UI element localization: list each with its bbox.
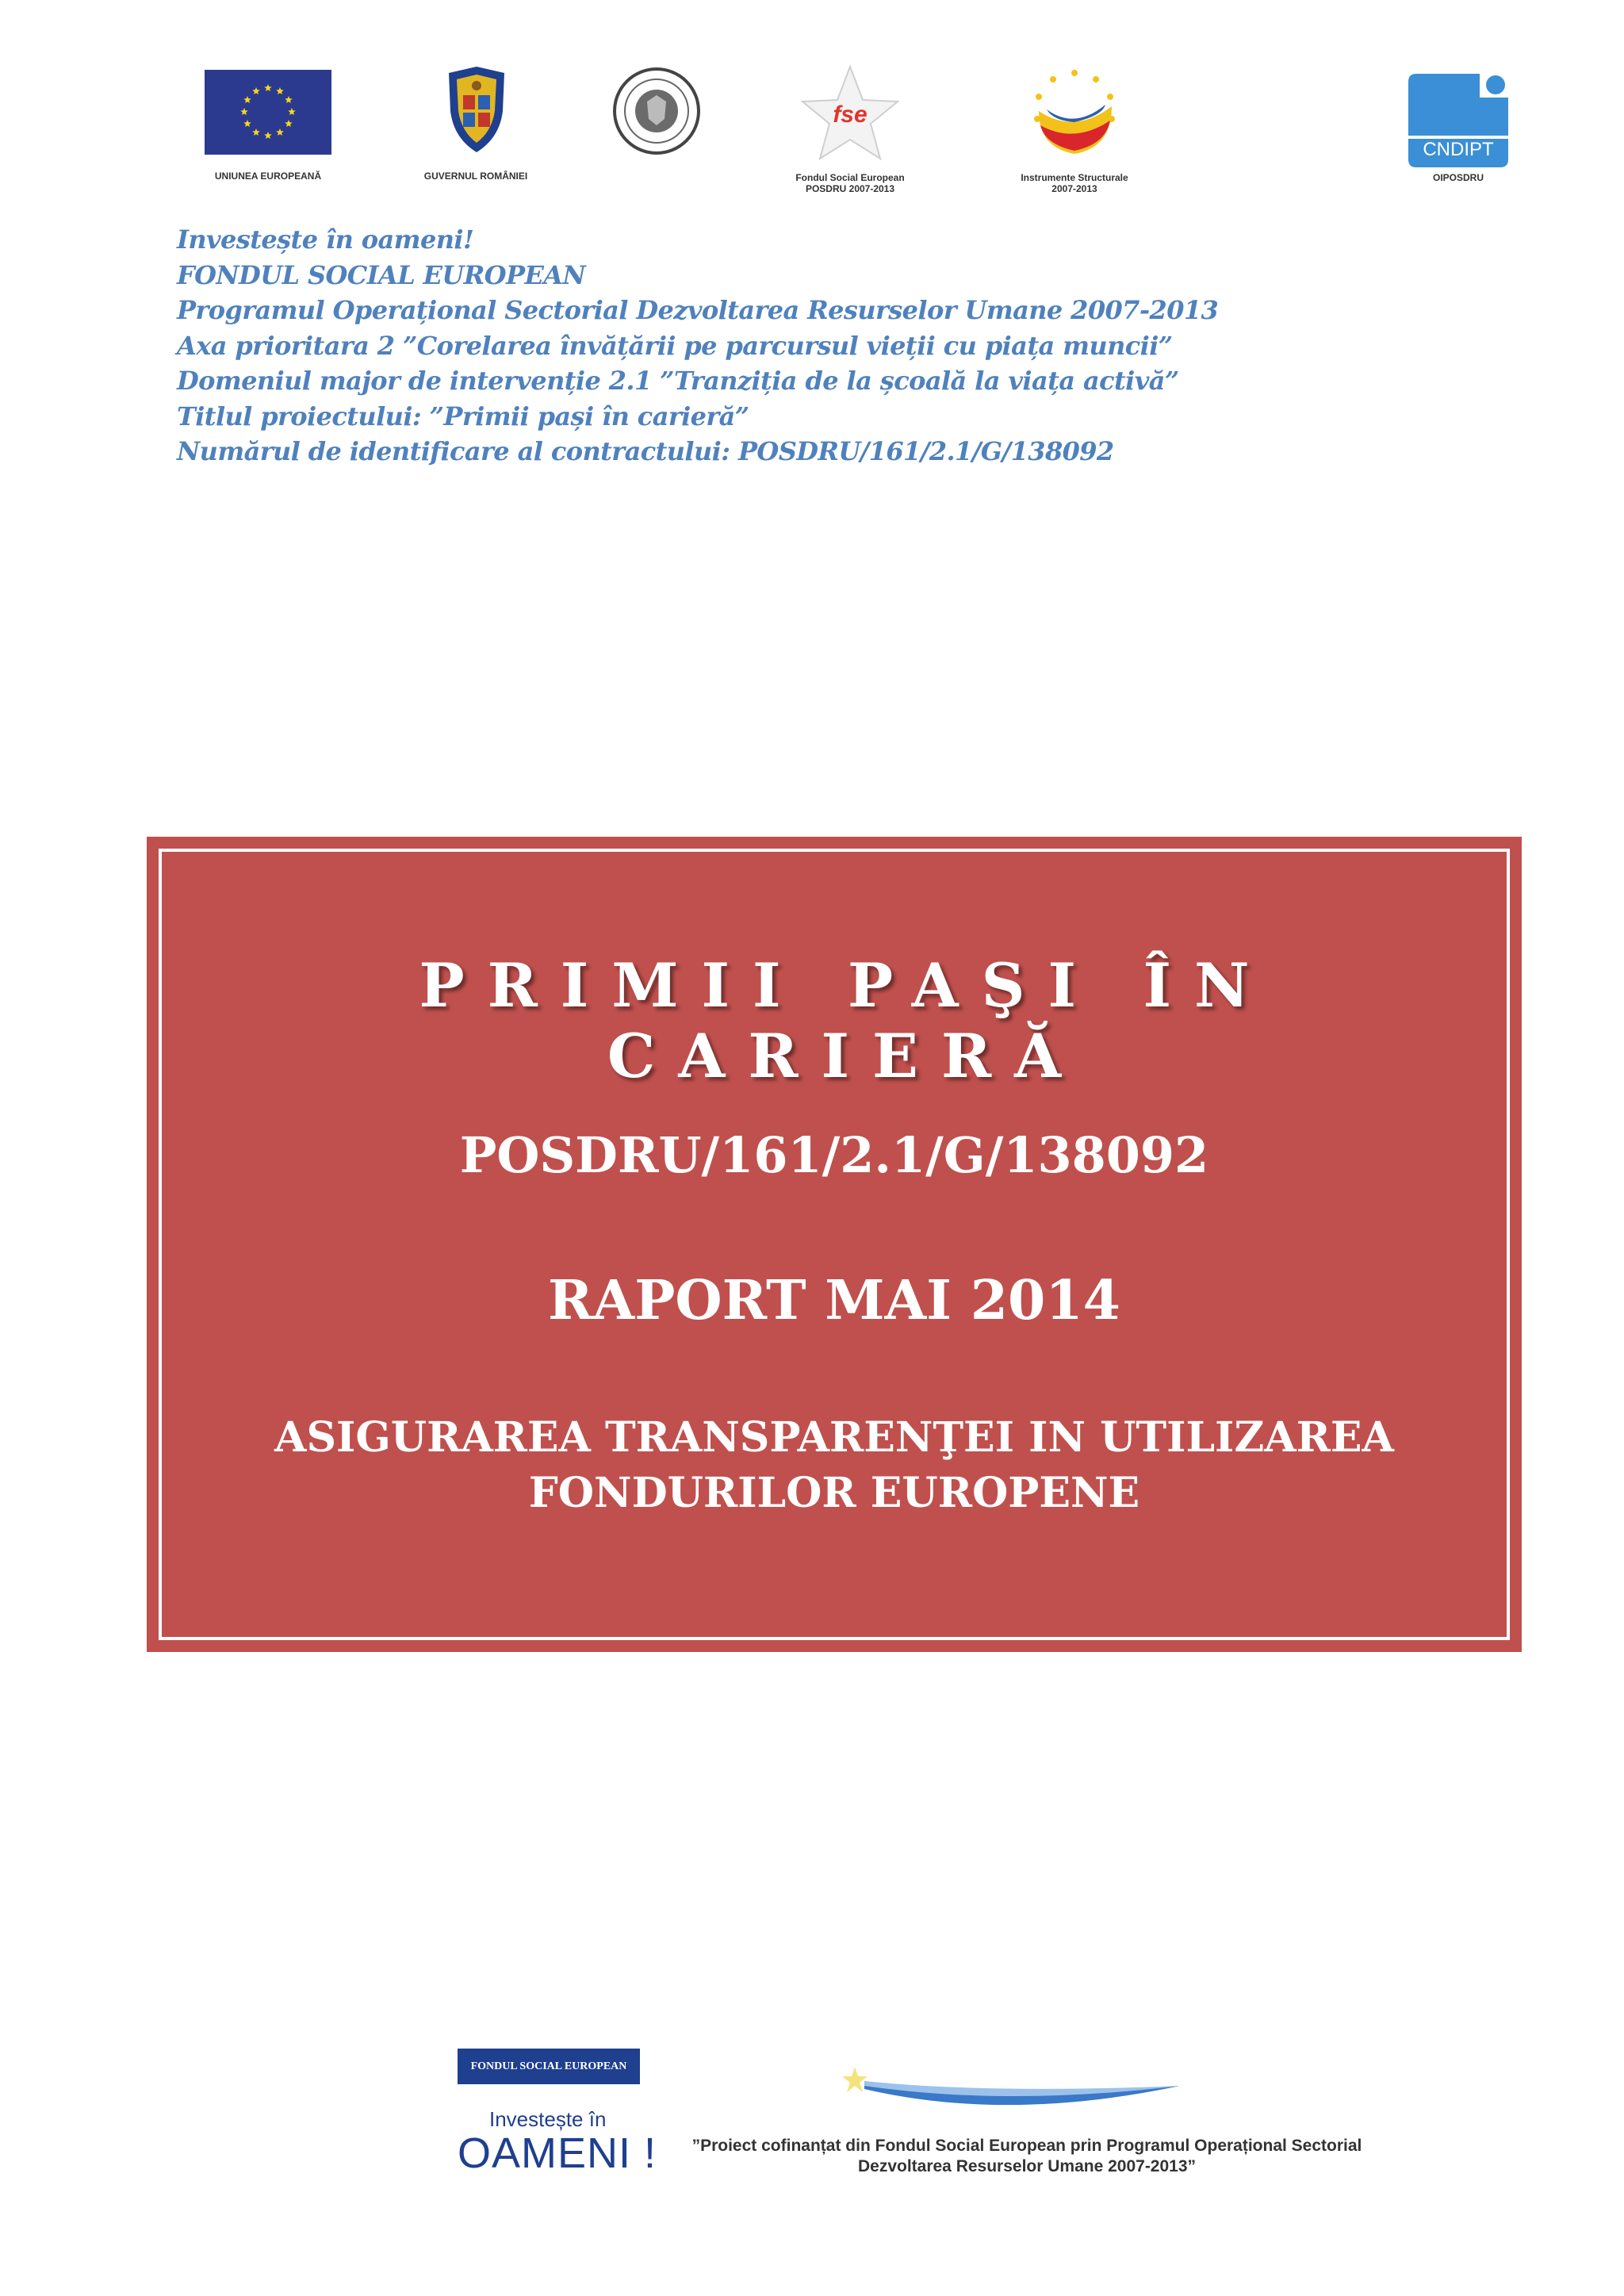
cndipt-caption: OIPOSDRU xyxy=(1432,172,1484,183)
intervention-domain: Domeniul major de intervenție 2.1 ”Tranziția de la școală la viața activă” xyxy=(177,366,1179,396)
swoosh-icon xyxy=(833,2062,1182,2118)
report-title: PRIMII PAŞI ÎN CARIERĂ xyxy=(419,950,1273,1091)
report-subtitle-line1: ASIGURAREA TRANSPARENŢEI IN UTILIZAREA xyxy=(274,1413,1394,1462)
cndipt-icon xyxy=(1408,74,1508,167)
coat-of-arms-icon xyxy=(442,65,511,156)
invest-slogan-large: OAMENI ! xyxy=(458,2129,657,2177)
structural-instruments-logo xyxy=(1023,65,1126,167)
priority-axis: Axa prioritara 2 ”Corelarea învățării pe parcursul vieții cu piața muncii” xyxy=(177,330,1173,361)
title-box xyxy=(147,837,1522,1652)
project-info xyxy=(177,222,1218,470)
cndipt-logo xyxy=(1408,74,1508,171)
fse-star-icon xyxy=(799,63,901,165)
eu-flag-icon xyxy=(205,70,331,155)
invest-slogan-small: Investește în xyxy=(489,2107,607,2131)
ministry-seal-logo xyxy=(612,67,701,159)
fund-name: FONDUL SOCIAL EUROPEAN xyxy=(177,259,586,290)
contract-id: Numărul de identificare al contractului: POSDRU/161/2.1/G/138092 xyxy=(177,436,1114,466)
footer-swoosh xyxy=(833,2062,1182,2121)
svg-text:CNDIPT: CNDIPT xyxy=(1423,139,1494,160)
project-slogan: Investește în oameni! xyxy=(177,224,474,255)
romania-coat-of-arms-logo xyxy=(442,65,511,159)
svg-text:fse: fse xyxy=(833,102,868,128)
fse-caption: Fondul Social European POSDRU 2007-2013 xyxy=(795,172,905,194)
government-caption: GUVERNUL ROMÂNIEI xyxy=(423,171,528,182)
program-name: Programul Operațional Sectorial Dezvoltarea Resurselor Umane 2007-2013 xyxy=(177,295,1219,325)
cofinance-note: ”Proiect cofinanțat din Fondul Social European prin Programul Operațional Sectorial Dezvoltarea Resurselor Umane 2007-2013” xyxy=(691,2137,1362,2175)
report-code: POSDRU/161/2.1/G/138092 xyxy=(459,1126,1209,1184)
report-period: RAPORT MAI 2014 xyxy=(547,1269,1120,1332)
structural-instruments-caption: Instrumente Structurale 2007-2013 xyxy=(1021,172,1128,194)
project-title: Titlul proiectului: ”Primii pași în carieră” xyxy=(177,401,749,431)
structural-instruments-icon xyxy=(1023,65,1126,164)
eu-caption: UNIUNEA EUROPEANĂ xyxy=(214,171,322,182)
fse-banner: FONDUL SOCIAL EUROPEAN xyxy=(458,2049,640,2084)
seal-icon xyxy=(612,67,701,155)
fse-logo xyxy=(799,63,901,168)
report-subtitle-line2: FONDURILOR EUROPENE xyxy=(528,1469,1140,1517)
eu-flag-logo xyxy=(205,70,331,158)
